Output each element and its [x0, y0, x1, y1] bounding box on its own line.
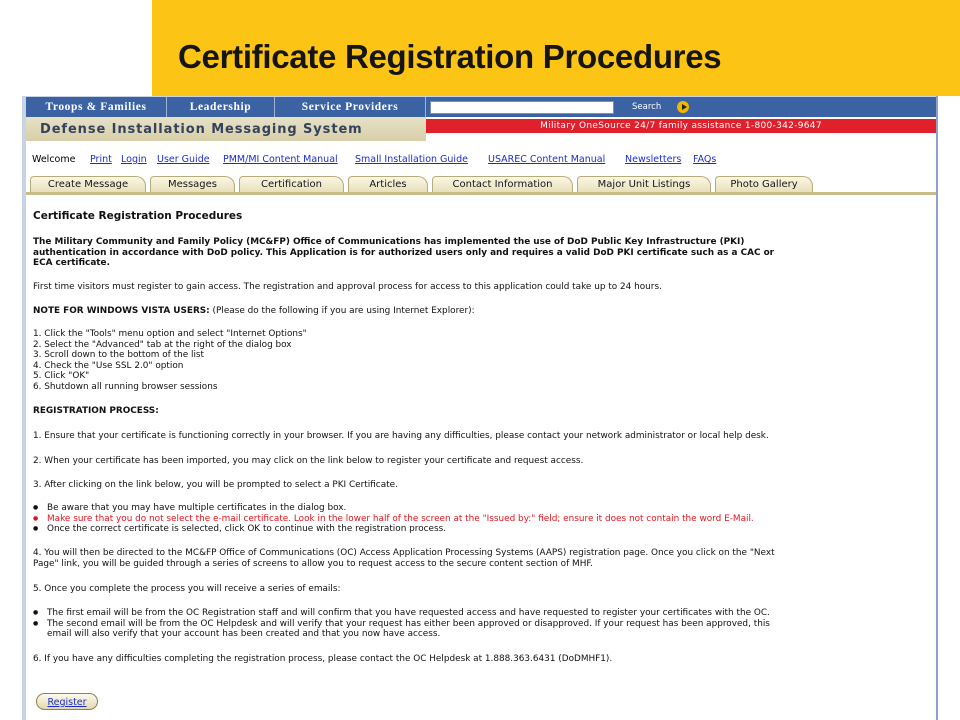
vista-note — [33, 306, 475, 317]
hotline-banner: Military OneSource 24/7 family assistance 1-800-342-9647 — [426, 119, 936, 133]
site-brand-bar — [26, 117, 426, 141]
vista-steps-list — [33, 329, 307, 393]
util-link-pmm-manual[interactable]: PMM/MI Content Manual — [223, 154, 338, 165]
registration-step-1: 1. Ensure that your certificate is functioning correctly in your browser. If you are having any difficulties, please contact your network administrator or local help desk. — [33, 431, 769, 441]
tab-articles[interactable]: Articles — [348, 176, 428, 192]
tab-major-unit-listings[interactable]: Major Unit Listings — [577, 176, 711, 192]
registration-step-2: 2. When your certificate has been imported, you may click on the link below to register your certificate and request access. — [33, 456, 584, 466]
list-item: ● The first email will be from the OC Registration staff and will confirm that you have requested access and have requested to register your certificates with the OC. — [33, 608, 770, 619]
browser-page — [26, 97, 936, 720]
nav-troops-families[interactable]: Troops & Families — [26, 97, 167, 117]
tab-create-message[interactable]: Create Message — [30, 176, 146, 192]
util-link-usarec-manual[interactable]: USAREC Content Manual — [488, 154, 606, 165]
vista-heading: NOTE FOR WINDOWS VISTA USERS: — [33, 306, 210, 316]
list-item: 4. Check the "Use SSL 2.0" option — [33, 360, 184, 371]
list-item: ● Be aware that you may have multiple certificates in the dialog box. — [33, 503, 754, 514]
list-item: 2. Select the "Advanced" tab at the right of the dialog box — [33, 339, 292, 350]
intro-line: authentication in accordance with DoD policy. This Application is for authorized users only and requires a valid DoD PKI certificate such as a CAC or — [33, 247, 775, 258]
top-nav-bar — [26, 97, 936, 117]
email-certificate-warning: ● Make sure that you do not select the e-mail certificate. Look in the lower half of the screen at the "Issued by:" field; ensure it does not contain the word E-Mail. — [33, 514, 754, 525]
register-button[interactable]: Register — [36, 693, 98, 710]
registration-step-4 — [33, 548, 775, 569]
content-title: Certificate Registration Procedures — [33, 210, 243, 222]
step-4-line: 4. You will then be directed to the MC&FP Office of Communications (OC) Access Application Processing Systems (AAPS) registration page. Once you click on the "Next — [33, 548, 775, 558]
registration-step-5: 5. Once you complete the process you will receive a series of emails: — [33, 584, 341, 594]
list-item: ● The second email will be from the OC Helpdesk and will verify that your request has either been approved or disapproved. If your request has been approved, this — [33, 619, 770, 630]
list-item: 1. Click the "Tools" menu option and select "Internet Options" — [33, 329, 307, 339]
util-link-user-guide[interactable]: User Guide — [157, 154, 210, 165]
tab-bar — [26, 176, 936, 195]
email-bullets — [33, 608, 770, 640]
util-link-login[interactable]: Login — [121, 154, 147, 165]
tab-certification[interactable]: Certification — [239, 176, 344, 192]
utility-links — [26, 154, 936, 168]
vista-note-text: (Please do the following if you are using Internet Explorer): — [209, 306, 475, 316]
first-time-notice: First time visitors must register to gain access. The registration and approval process for access to this application could take up to 24 hours. — [33, 282, 662, 292]
registration-step-3: 3. After clicking on the link below, you will be prompted to select a PKI Certificate. — [33, 480, 398, 490]
intro-line: ECA certificate. — [33, 258, 110, 269]
intro-line: The Military Community and Family Policy (MC&FP) Office of Communications has implemented the use of DoD Public Key Infrastructure (PKI) — [33, 237, 745, 247]
tab-photo-gallery[interactable]: Photo Gallery — [715, 176, 813, 192]
nav-service-providers[interactable]: Service Providers — [275, 97, 426, 117]
site-title: Defense Installation Messaging System — [40, 122, 363, 137]
intro-paragraph — [33, 237, 774, 269]
list-item: 6. Shutdown all running browser sessions — [33, 381, 218, 392]
step-4-line: Page" link, you will be guided through a series of screens to allow you to request access to the secure content section of MHF. — [33, 558, 593, 569]
slide-title: Certificate Registration Procedures — [178, 38, 722, 75]
nav-leadership[interactable]: Leadership — [167, 97, 275, 117]
util-link-print[interactable]: Print — [90, 154, 112, 165]
list-item: ● Once the correct certificate is selected, click OK to continue with the registration process. — [33, 524, 754, 535]
util-link-small-installation-guide[interactable]: Small Installation Guide — [355, 154, 468, 165]
search-label: Search — [632, 102, 662, 112]
search-input[interactable] — [430, 101, 614, 114]
tab-contact-information[interactable]: Contact Information — [432, 176, 573, 192]
list-item: 5. Click "OK" — [33, 371, 90, 382]
util-link-newsletters[interactable]: Newsletters — [625, 154, 682, 165]
registration-step-6: 6. If you have any difficulties completing the registration process, please contact the OC Helpdesk at 1.888.363.6431 (DoDMHF1). — [33, 654, 613, 664]
page-edge-strip — [936, 96, 938, 720]
util-link-faqs[interactable]: FAQs — [693, 154, 717, 165]
welcome-text: Welcome — [32, 154, 76, 165]
registration-heading: REGISTRATION PROCESS: — [33, 406, 159, 416]
go-arrow-icon[interactable] — [677, 101, 689, 113]
list-item: 3. Scroll down to the bottom of the list — [33, 350, 205, 361]
list-item-continuation: email will also verify that your account has been created and that you now have access. — [47, 629, 441, 640]
tab-messages[interactable]: Messages — [150, 176, 235, 192]
certificate-bullets — [33, 503, 754, 535]
